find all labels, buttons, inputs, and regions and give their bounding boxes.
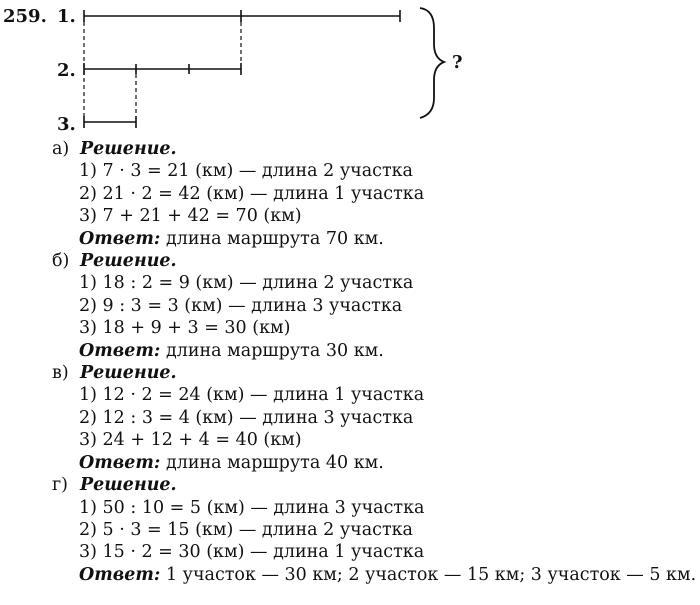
answer-text: длина маршрута 40 км. bbox=[165, 452, 384, 473]
step-line: 1) 7 · 3 = 21 (км) — длина 2 участка bbox=[79, 161, 413, 182]
solution-list bbox=[52, 138, 697, 586]
answer-label: Ответ: bbox=[79, 340, 161, 361]
segment-label-3: 3. bbox=[57, 114, 76, 135]
curly-brace bbox=[420, 8, 444, 118]
answer-label: Ответ: bbox=[79, 228, 161, 249]
part-letter: а) bbox=[52, 139, 70, 159]
part-a bbox=[52, 138, 697, 250]
segment-label-2: 2. bbox=[57, 60, 76, 81]
part-b bbox=[52, 250, 697, 362]
step-line: 2) 12 : 3 = 4 (км) — длина 3 участка bbox=[79, 407, 414, 428]
step-line: 2) 21 · 2 = 42 (км) — длина 1 участка bbox=[79, 183, 425, 204]
problem-number: 259. bbox=[3, 6, 47, 27]
answer-text: 1 участок — 30 км; 2 участок — 15 км; 3 участок — 5 км. bbox=[165, 564, 697, 585]
part-letter: г) bbox=[52, 475, 68, 496]
question-mark: ? bbox=[452, 52, 463, 73]
step-line: 2) 5 · 3 = 15 (км) — длина 2 участка bbox=[79, 519, 413, 540]
solution-heading: Решение. bbox=[80, 363, 177, 384]
step-line: 1) 50 : 10 = 5 (км) — длина 3 участка bbox=[79, 497, 425, 518]
part-header bbox=[52, 474, 697, 496]
answer-text: длина маршрута 70 км. bbox=[165, 228, 384, 249]
answer-text: длина маршрута 30 км. bbox=[165, 340, 384, 361]
segment-1 bbox=[84, 10, 400, 22]
segment-2 bbox=[84, 63, 241, 75]
answer-label: Ответ: bbox=[79, 564, 161, 585]
step-line: 3) 24 + 12 + 4 = 40 (км) bbox=[79, 430, 302, 451]
segment-label-1: 1. bbox=[57, 6, 76, 27]
answer-line bbox=[52, 228, 697, 250]
answer-line bbox=[52, 564, 697, 586]
answer-label: Ответ: bbox=[79, 452, 161, 473]
solution-heading: Решение. bbox=[80, 475, 177, 496]
step-line: 1) 12 · 2 = 24 (км) — длина 1 участка bbox=[79, 385, 425, 406]
solution-heading: Решение. bbox=[80, 251, 177, 272]
part-v bbox=[52, 362, 697, 474]
step-line: 1) 18 : 2 = 9 (км) — длина 2 участка bbox=[79, 273, 414, 294]
part-letter: б) bbox=[52, 251, 70, 272]
segment-3 bbox=[84, 116, 136, 128]
answer-line bbox=[52, 452, 697, 474]
part-header bbox=[52, 250, 697, 272]
step-line: 2) 9 : 3 = 3 (км) — длина 3 участка bbox=[79, 295, 403, 316]
step-line: 3) 15 · 2 = 30 (км) — длина 1 участка bbox=[79, 542, 425, 563]
step-line: 3) 7 + 21 + 42 = 70 (км) bbox=[79, 206, 302, 227]
solution-heading: Решение. bbox=[80, 139, 177, 159]
answer-line bbox=[52, 340, 697, 362]
route-diagram bbox=[0, 0, 700, 140]
part-letter: в) bbox=[52, 363, 69, 384]
step-line: 3) 18 + 9 + 3 = 30 (км) bbox=[79, 318, 291, 339]
part-header bbox=[52, 362, 697, 384]
part-g bbox=[52, 474, 697, 586]
part-header bbox=[52, 138, 697, 160]
